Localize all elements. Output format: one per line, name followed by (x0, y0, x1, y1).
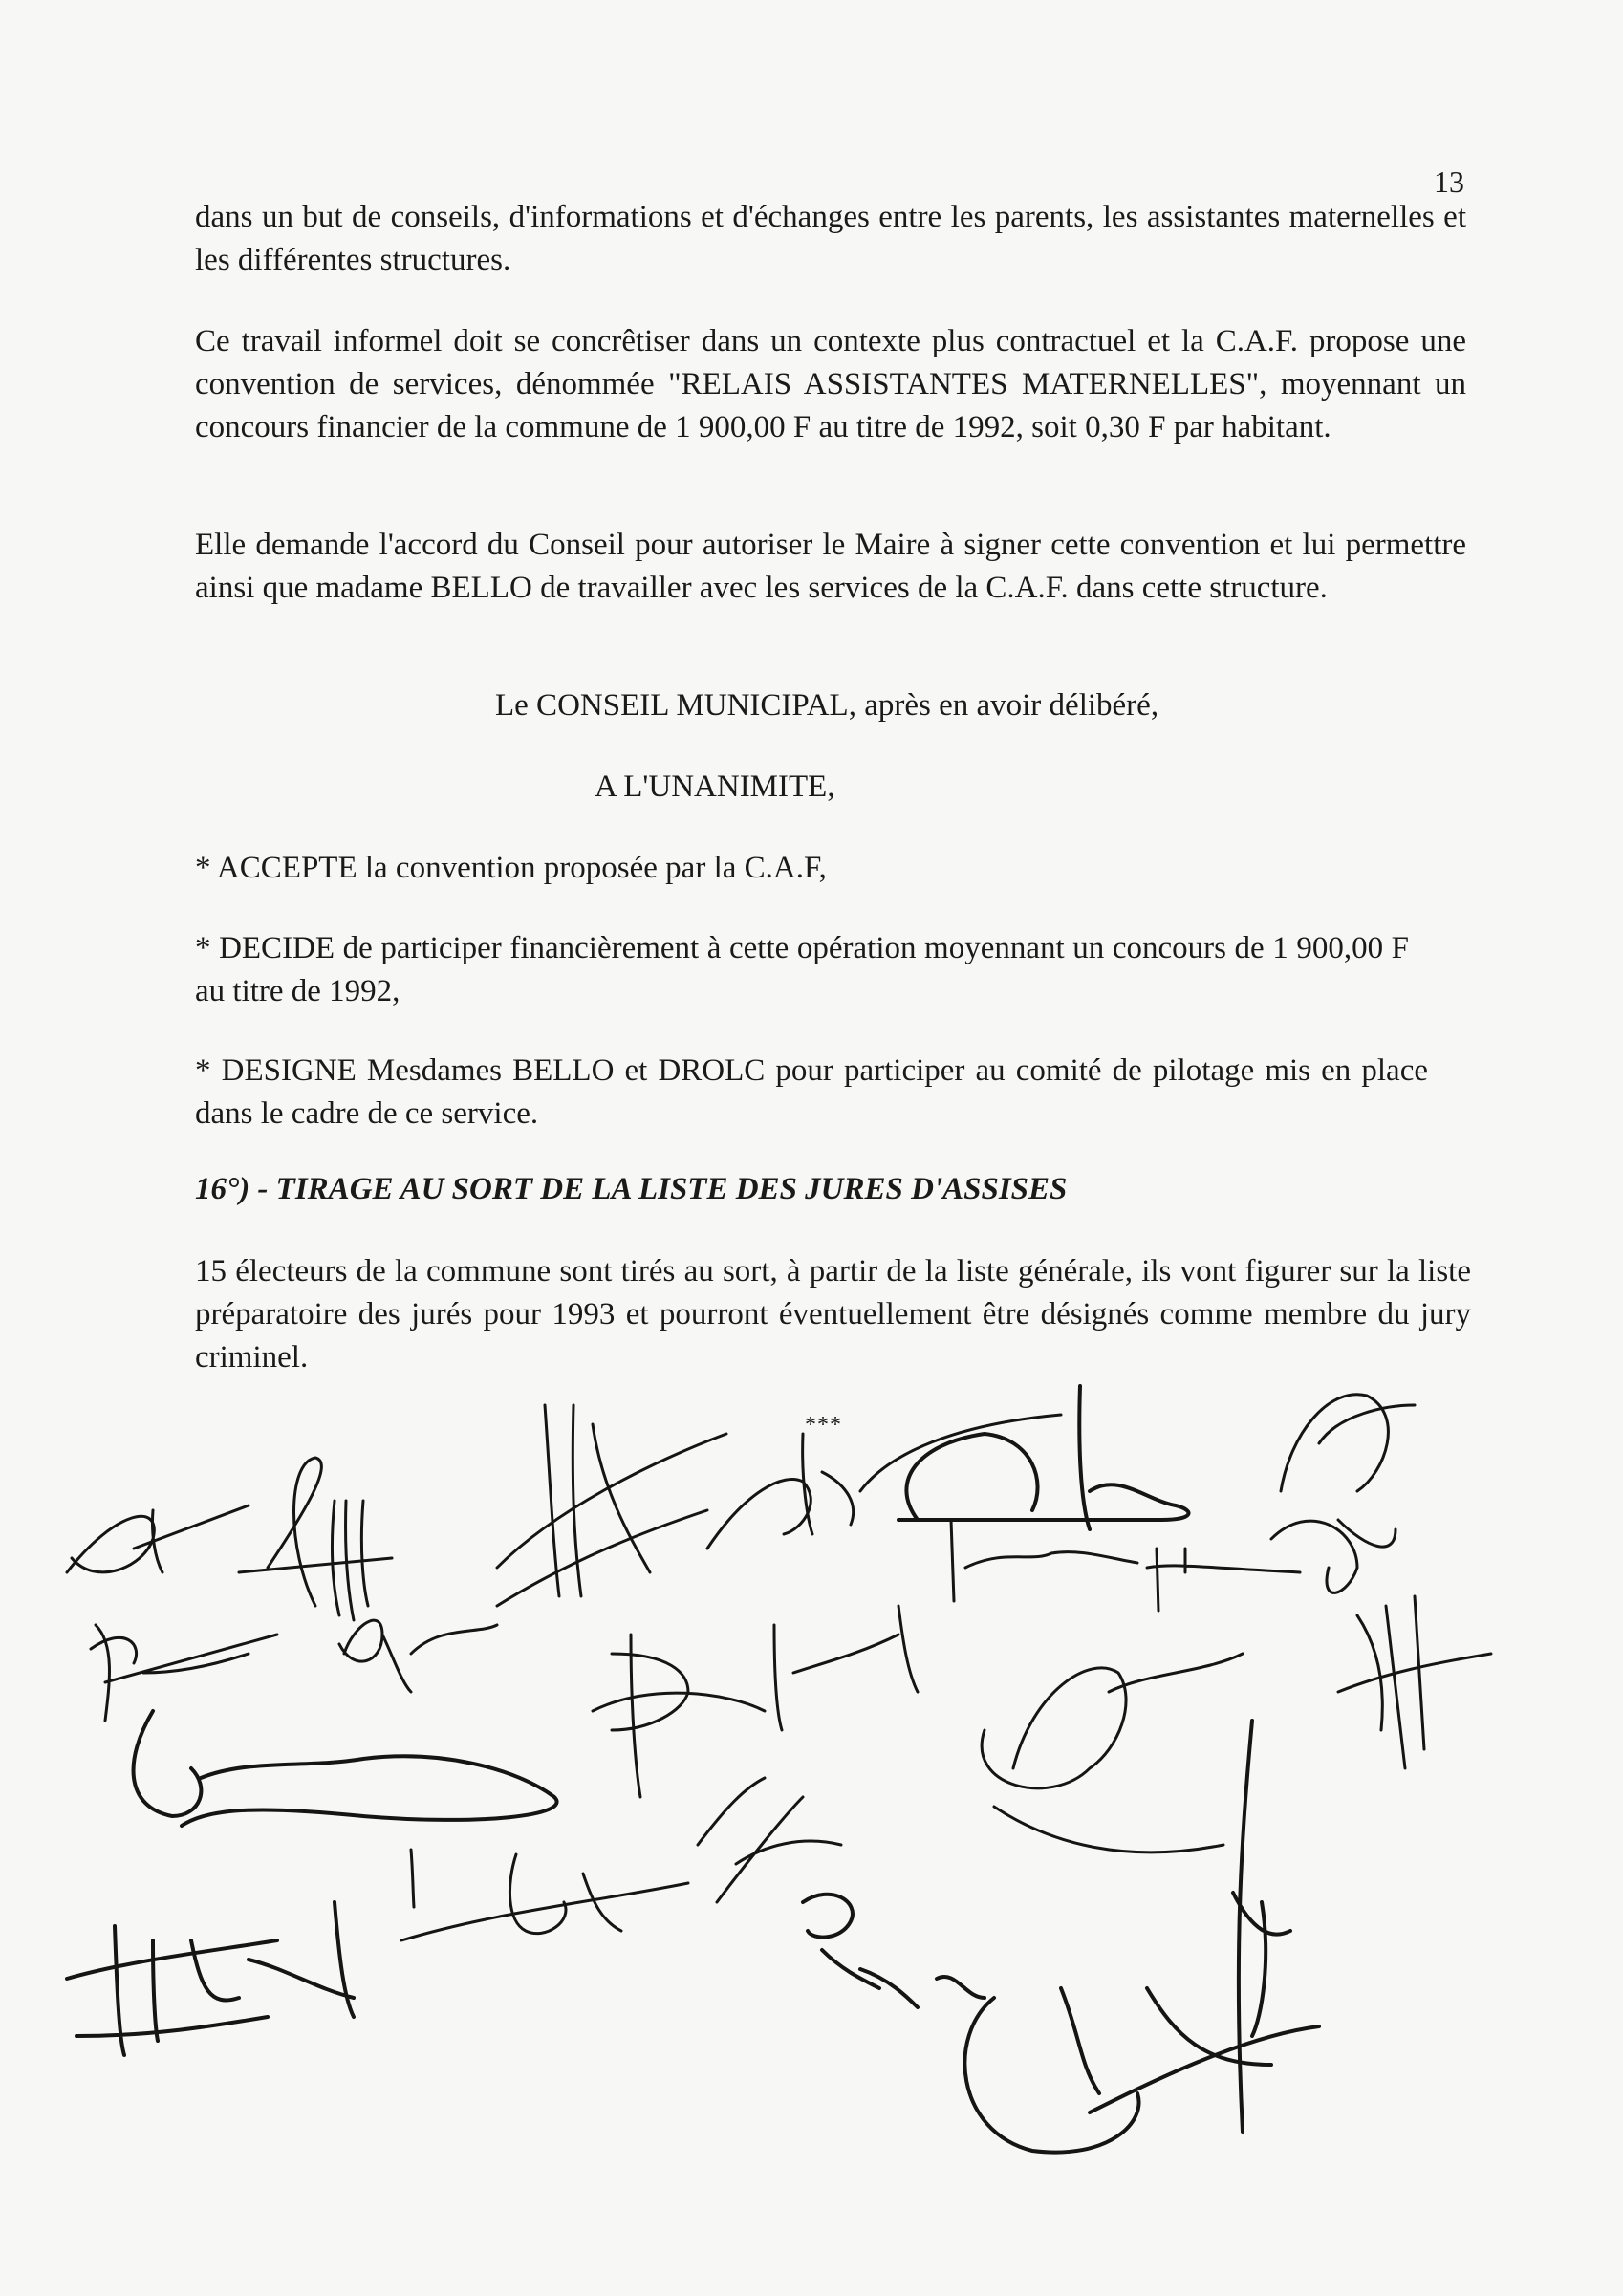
paragraph-relais-intro: dans un but de conseils, d'informations et d'échanges entre les parents, les assistantes maternelles et les différentes structures. (195, 200, 1466, 277)
signature-vertical (1233, 1721, 1290, 2132)
signature-ldrolc (401, 1850, 688, 1940)
decision-accepte: * ACCEPTE la convention proposée par la C.A.F, (195, 851, 827, 885)
signature-1 (67, 1505, 249, 1572)
signature-stemann (134, 1711, 557, 1826)
signature-thenet (67, 1902, 354, 2055)
signatures-block (0, 1367, 1623, 2227)
signature-large-bottom (964, 1988, 1319, 2153)
signature-6 (1271, 1395, 1415, 1593)
signature-4 (707, 1415, 1061, 1549)
signature-5 (898, 1386, 1189, 1529)
page-number: 13 (1434, 164, 1464, 199)
council-deliberation: Le CONSEIL MUNICIPAL, après en avoir délibéré, (495, 688, 1159, 723)
paragraph-accord-request: Elle demande l'accord du Conseil pour autoriser le Maire à signer cette convention et lui permettre ainsi que madame BELLO de travailler avec les services de la C.A.F. dans cette structure. (195, 528, 1466, 605)
section-16-heading: 16°) - TIRAGE AU SORT DE LA LISTE DES JURES D'ASSISES (195, 1172, 1068, 1206)
signature-louis-bertrand (951, 1520, 1300, 1611)
decision-designe: * DESIGNE Mesdames BELLO et DROLC pour participer au comité de pilotage mis en place dans le cadre de ce service. (195, 1053, 1428, 1131)
signature-9 (1338, 1596, 1491, 1768)
section-16-text: 15 électeurs de la commune sont tirés au sort, à partir de la liste générale, ils vont figurer sur la liste préparatoire des jurés pour 1993 et pourront éventuellement être désignés comme membre du jury criminel. (195, 1254, 1471, 1375)
decision-decide: * DECIDE de participer financièrement à cette opération moyennant un concours de 1 900,00 F au titre de 1992, (195, 931, 1409, 1008)
separator-stars: *** (805, 1413, 842, 1438)
signature-10 (698, 1778, 841, 1902)
signature-provost (91, 1625, 277, 1721)
paragraph-convention: Ce travail informel doit se concrêtiser dans un contexte plus contractuel et la C.A.F. propose une convention de services, dénommée "RELAIS ASSISTANTES MATERNELLES", moyennant un concours financier de la commune de 1 900,00 F au titre de 1992, soit 0,30 F par habitant. (195, 324, 1466, 444)
signature-p (339, 1620, 497, 1692)
signature-3 (497, 1405, 726, 1606)
signature-bidel (593, 1606, 918, 1797)
unanimity-line: A L'UNANIMITE, (595, 769, 835, 804)
signature-bello (803, 1895, 985, 2007)
signature-2 (239, 1458, 392, 1620)
signature-large-loop (982, 1654, 1243, 1852)
